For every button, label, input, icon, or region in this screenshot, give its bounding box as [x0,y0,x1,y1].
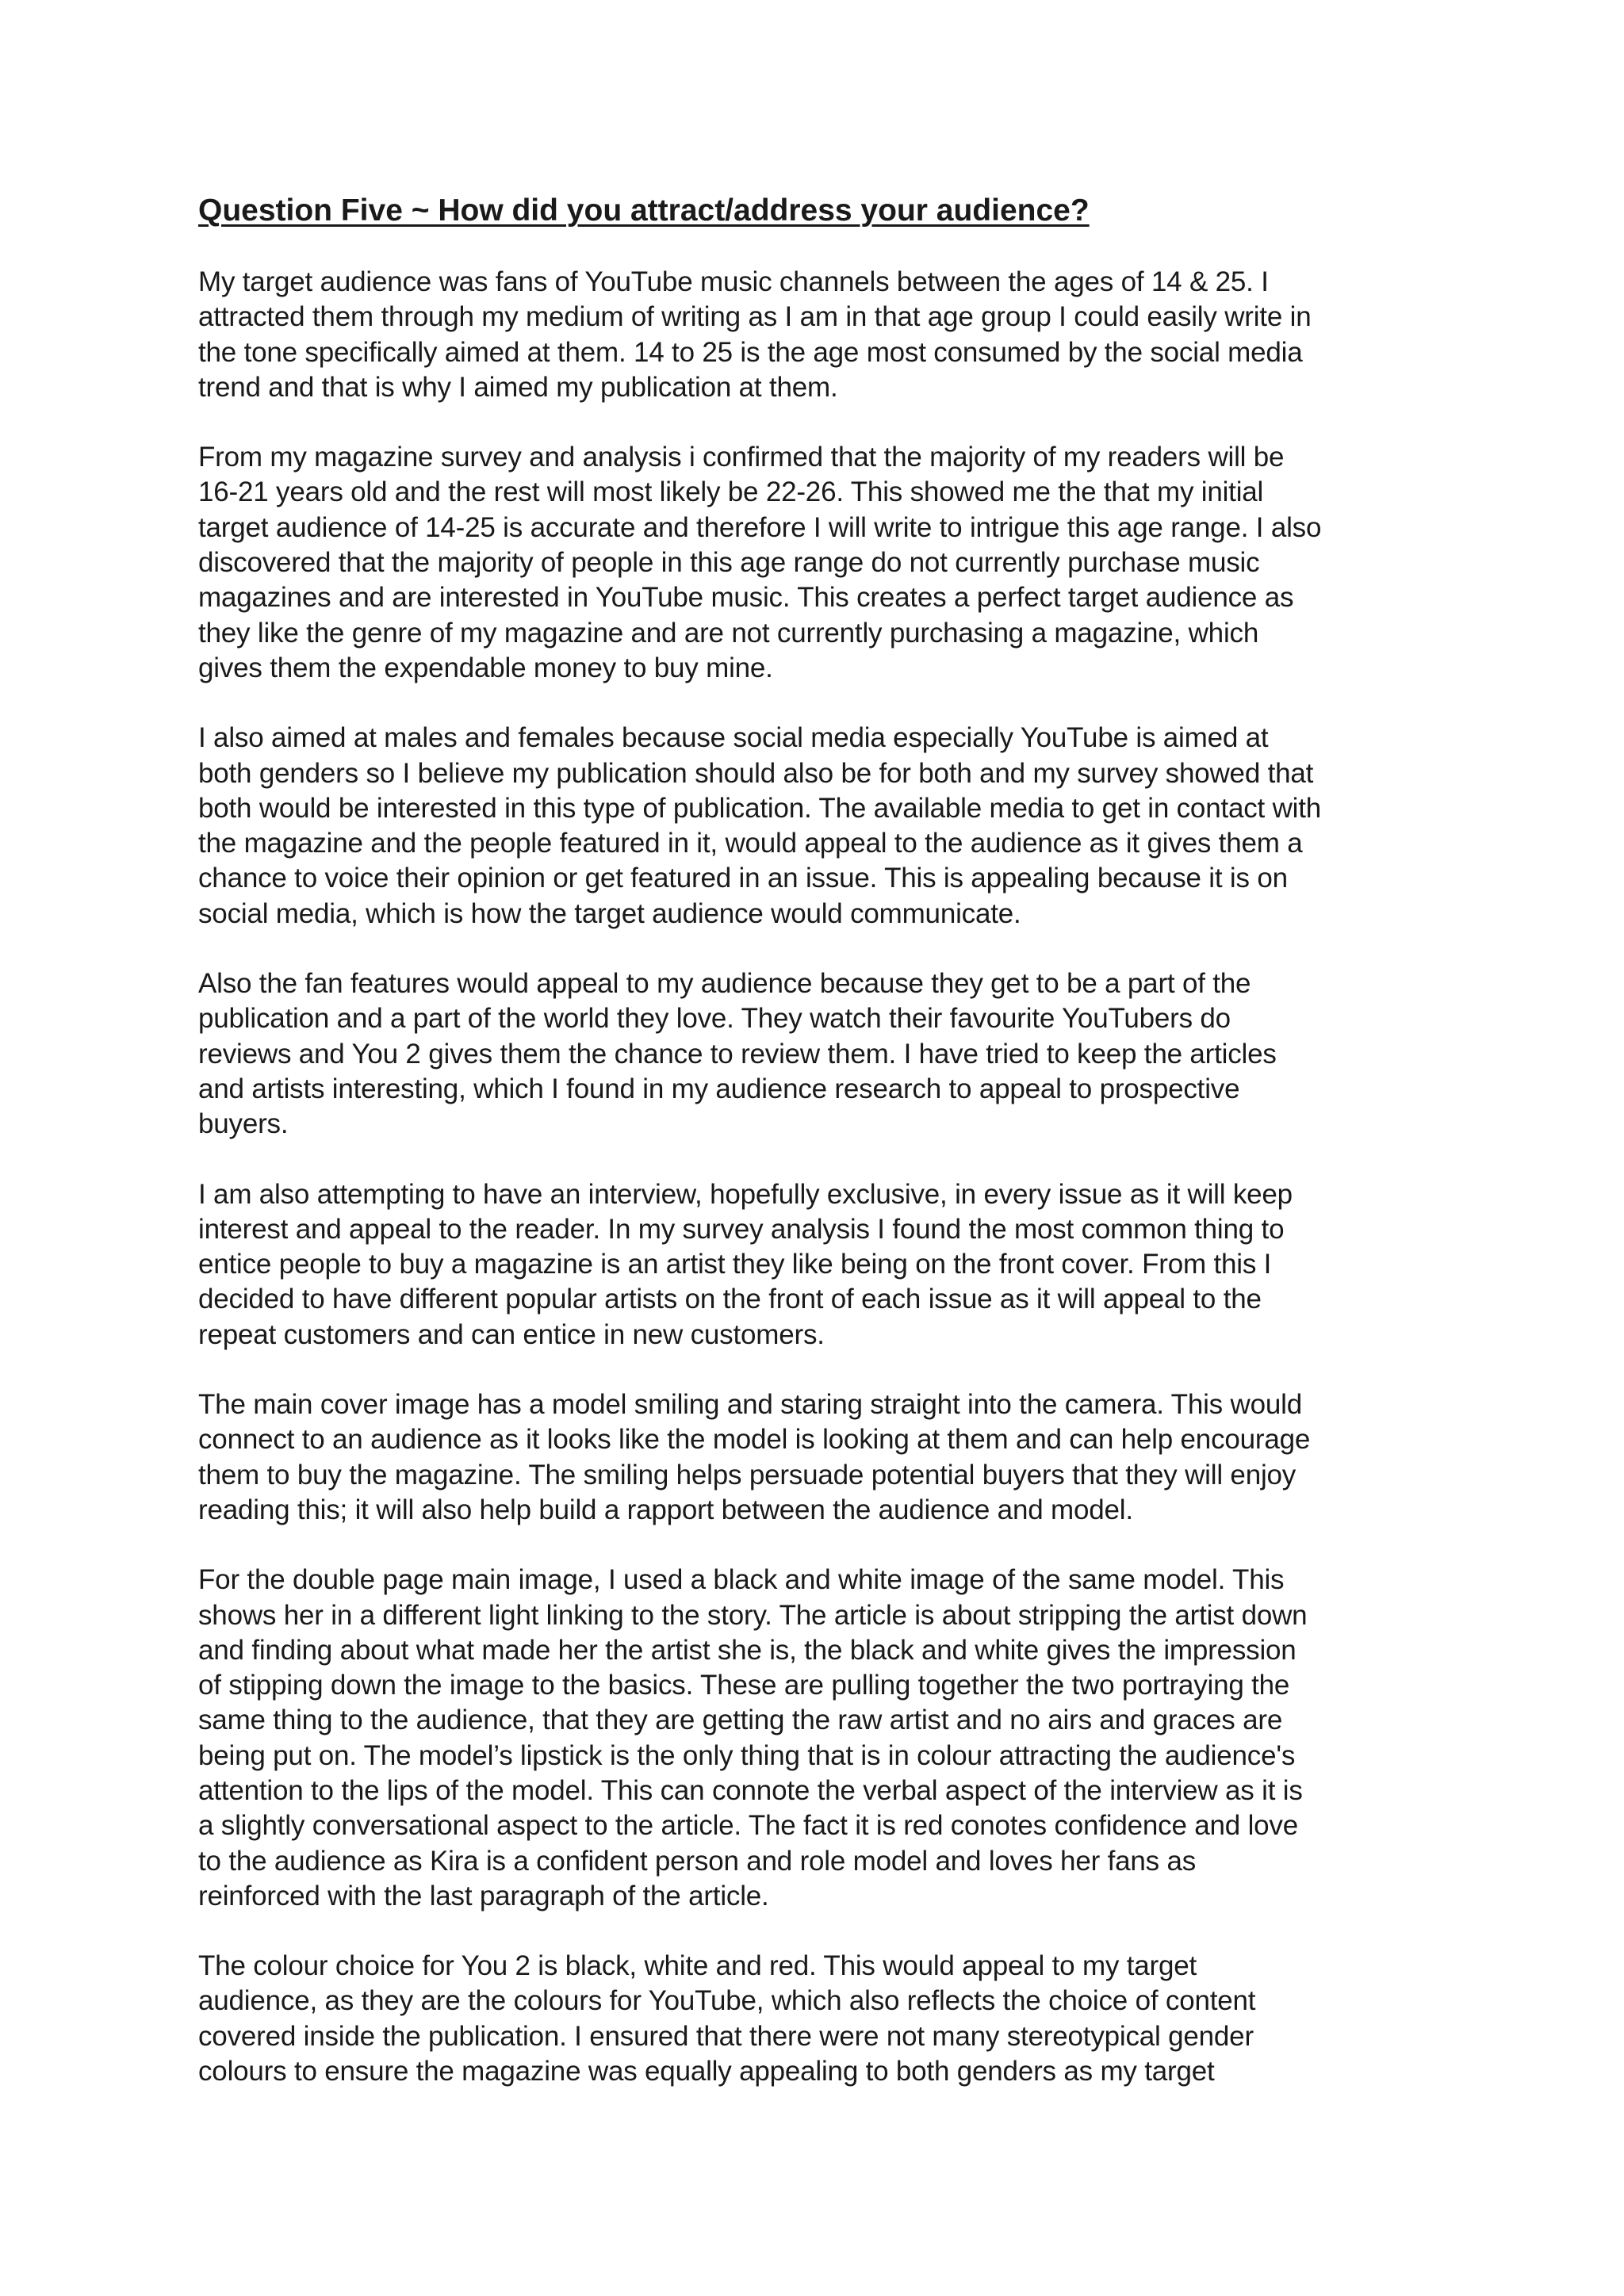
document-heading: Question Five ~ How did you attract/address your audience? [198,193,1090,228]
paragraph [198,1949,1467,2089]
paragraph [198,721,1467,932]
text-line: colours to ensure the magazine was equally appealing to both genders as my target [198,2056,1215,2087]
paragraph [198,1563,1467,1914]
text-line: covered inside the publication. I ensured that there were not many stereotypical gender [198,2020,1254,2052]
text-line: shows her in a different light linking to the story. The article is about stripping the artist down [198,1599,1308,1631]
text-line: 16-21 years old and the rest will most likely be 22-26. This showed me the that my initial [198,476,1264,508]
paragraph [198,265,1467,405]
text-line: both would be interested in this type of publication. The available media to get in contact with [198,792,1322,824]
text-line: connect to an audience as it looks like the model is looking at them and can help encourage [198,1424,1311,1456]
document-page [198,190,1467,2124]
text-line: chance to voice their opinion or get featured in an issue. This is appealing because it is on [198,863,1288,894]
text-line: The main cover image has a model smiling and staring straight into the camera. This would [198,1389,1302,1421]
text-line: My target audience was fans of YouTube music channels between the ages of 14 & 25. I [198,266,1269,297]
text-line: attention to the lips of the model. This can connote the verbal aspect of the interview as it is [198,1774,1303,1806]
text-line: interest and appeal to the reader. In my survey analysis I found the most common thing to [198,1213,1285,1245]
text-line: The colour choice for You 2 is black, white and red. This would appeal to my target [198,1950,1197,1982]
text-line: and artists interesting, which I found in my audience research to appeal to prospective [198,1073,1240,1104]
text-line: trend and that is why I aimed my publication at them. [198,371,838,403]
text-line: both genders so I believe my publication should also be for both and my survey showed that [198,757,1314,789]
text-line: the tone specifically aimed at them. 14 to 25 is the age most consumed by the social media [198,336,1303,368]
text-line: target audience of 14-25 is accurate and therefore I will write to intrigue this age range. I also [198,511,1322,543]
text-line: magazines and are interested in YouTube music. This creates a perfect target audience as [198,582,1294,614]
text-line: discovered that the majority of people in this age range do not currently purchase music [198,547,1260,579]
text-line: being put on. The model’s lipstick is the only thing that is in colour attracting the audience's [198,1739,1296,1771]
text-line: decided to have different popular artists on the front of each issue as it will appeal to the [198,1284,1262,1315]
text-line: I am also attempting to have an interview, hopefully exclusive, in every issue as it will keep [198,1178,1293,1210]
text-line: attracted them through my medium of writing as I am in that age group I could easily write in [198,301,1312,333]
text-line: entice people to buy a magazine is an artist they like being on the front cover. From this I [198,1249,1272,1280]
text-line: audience, as they are the colours for YouTube, which also reflects the choice of content [198,1985,1256,2017]
text-line: reviews and You 2 gives them the chance to review them. I have tried to keep the articles [198,1038,1277,1070]
paragraph [198,1387,1467,1528]
text-line: reinforced with the last paragraph of the article. [198,1880,769,1911]
text-line: of stipping down the image to the basics. These are pulling together the two portraying the [198,1670,1290,1701]
document-body [198,265,1467,2089]
text-line: them to buy the magazine. The smiling helps persuade potential buyers that they will enjoy [198,1459,1297,1490]
text-line: publication and a part of the world they love. They watch their favourite YouTubers do [198,1003,1231,1035]
text-line: reading this; it will also help build a rapport between the audience and model. [198,1494,1133,1525]
paragraph [198,966,1467,1142]
text-line: For the double page main image, I used a black and white image of the same model. This [198,1564,1285,1596]
paragraph [198,1177,1467,1353]
text-line: same thing to the audience, that they are getting the raw artist and no airs and graces are [198,1705,1283,1736]
text-line: buyers. [198,1108,289,1140]
text-line: gives them the expendable money to buy mine. [198,652,773,683]
text-line: Also the fan features would appeal to my audience because they get to be a part of the [198,968,1251,1000]
text-line: From my magazine survey and analysis i confirmed that the majority of my readers will be [198,442,1285,473]
text-line: to the audience as Kira is a confident person and role model and loves her fans as [198,1845,1197,1877]
text-line: the magazine and the people featured in it, would appeal to the audience as it gives them a [198,828,1303,859]
text-line: and finding about what made her the artist she is, the black and white gives the impression [198,1634,1297,1666]
text-line: a slightly conversational aspect to the article. The fact it is red conotes confidence and love [198,1810,1298,1842]
text-line: they like the genre of my magazine and are not currently purchasing a magazine, which [198,617,1259,649]
text-line: repeat customers and can entice in new customers. [198,1318,825,1350]
paragraph [198,440,1467,686]
text-line: social media, which is how the target audience would communicate. [198,897,1021,929]
text-line: I also aimed at males and females because social media especially YouTube is aimed at [198,722,1269,754]
